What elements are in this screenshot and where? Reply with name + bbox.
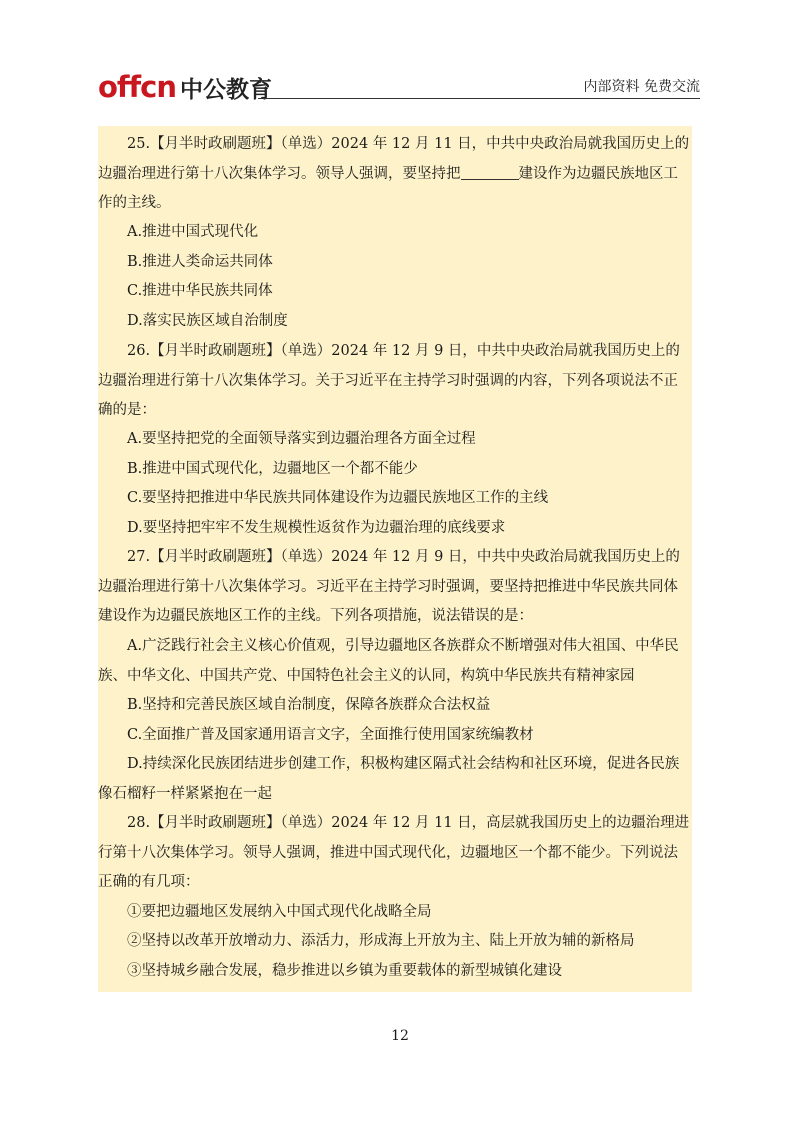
question-28-item-1: ①要把边疆地区发展纳入中国式现代化战略全局 (127, 904, 432, 920)
question-26-option-d: D.要坚持把牢牢不发生规模性返贫作为边疆治理的底线要求 (127, 520, 506, 536)
page-number: 12 (391, 1028, 409, 1044)
logo-chinese-text: 中公教育 (180, 77, 272, 103)
question-27-option-d: D.持续深化民族团结进步创建工作，积极构建区隔式社会结构和社区环境，促进各民族像石榴籽一样紧紧抱在一起 (98, 756, 680, 802)
question-28-item-2: ②坚持以改革开放增动力、添活力，形成海上开放为主、陆上开放为辅的新格局 (127, 933, 635, 949)
question-27-stem: 27.【月半时政刷题班】（单选）2024 年 12 月 9 日，中共中央政治局就我国历史上的边疆治理进行第十八次集体学习。习近平在主持学习时强调，要坚持把推进中华民族共同体建设作为边疆民族地区工作的主线。下列各项措施，说法错误的是： (98, 549, 680, 624)
header-rule (258, 98, 700, 99)
question-27-option-a: A.广泛践行社会主义核心价值观，引导边疆地区各族群众不断增强对伟大祖国、中华民族、中华文化、中国共产党、中国特色社会主义的认同，构筑中华民族共有精神家园 (98, 638, 679, 684)
question-25-option-c: C.推进中华民族共同体 (127, 283, 273, 299)
question-26-option-a: A.要坚持把党的全面领导落实到边疆治理各方面全过程 (127, 431, 476, 447)
question-27-option-b: B.坚持和完善民族区域自治制度，保障各族群众合法权益 (127, 697, 491, 713)
offcn-logo (98, 62, 272, 102)
question-25-option-a: A.推进中国式现代化 (127, 224, 259, 240)
question-25-stem-after: 建设作为边疆民族地区工作的主线。 (98, 165, 678, 211)
header-tag: 内部资料 免费交流 (583, 79, 700, 95)
page-header (98, 62, 700, 102)
logo-latin-text: offcn (98, 70, 176, 104)
answer-blank (461, 163, 519, 180)
question-26-option-b: B.推进中国式现代化，边疆地区一个都不能少 (127, 461, 418, 477)
question-block (98, 126, 692, 992)
question-25-option-d: D.落实民族区域自治制度 (127, 313, 288, 329)
question-25-stem (98, 130, 692, 219)
question-26-stem: 26.【月半时政刷题班】（单选）2024 年 12 月 9 日，中共中央政治局就我国历史上的边疆治理进行第十八次集体学习。关于习近平在主持学习时强调的内容，下列各项说法不正确的是： (98, 343, 680, 418)
question-26-option-c: C.要坚持把推进中华民族共同体建设作为边疆民族地区工作的主线 (127, 490, 549, 506)
question-28-item-3: ③坚持城乡融合发展，稳步推进以乡镇为重要载体的新型城镇化建设 (127, 963, 562, 979)
question-25-option-b: B.推进人类命运共同体 (127, 254, 273, 270)
question-27-option-c: C.全面推广普及国家通用语言文字，全面推行使用国家统编教材 (127, 727, 534, 743)
question-25-stem-before: 25.【月半时政刷题班】（单选）2024 年 12 月 11 日，中共中央政治局就我国历史上的边疆治理进行第十八次集体学习。领导人强调，要坚持把 (98, 136, 690, 182)
question-28-stem: 28.【月半时政刷题班】（单选）2024 年 12 月 11 日，高层就我国历史上的边疆治理进行第十八次集体学习。领导人强调，推进中国式现代化，边疆地区一个都不能少。下列说法正确的有几项： (98, 815, 690, 890)
